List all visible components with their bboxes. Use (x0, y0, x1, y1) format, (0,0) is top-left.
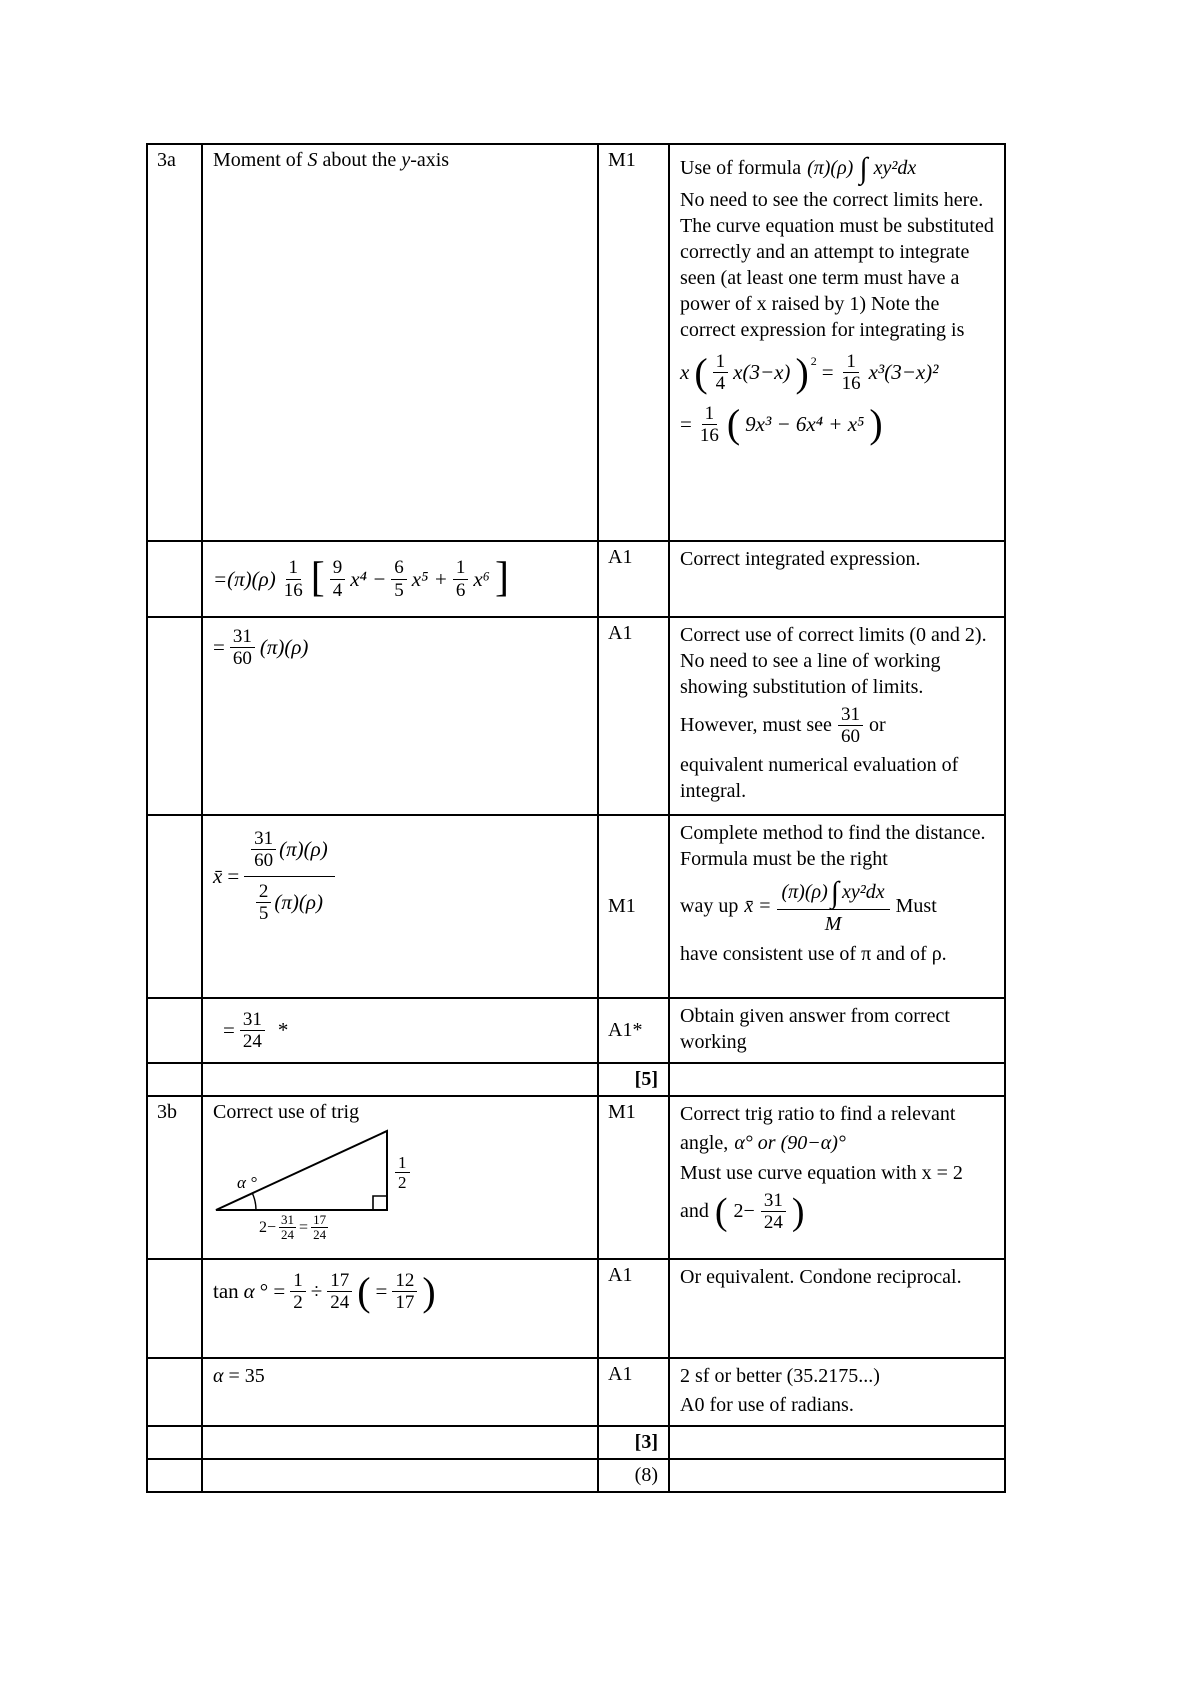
integral-sign: ∫ (859, 152, 868, 185)
cell-guidance-r4 (669, 815, 1005, 998)
cell-mark-r9 (598, 1358, 669, 1426)
cell-working-r1 (202, 144, 598, 541)
big-bracket: [ (310, 555, 325, 602)
text: Must (895, 895, 937, 917)
cell-working-r3 (202, 617, 598, 815)
var-M: M (824, 913, 842, 935)
base-label (259, 1213, 329, 1243)
guidance-paragraph: Must use curve equation with x = 2 (680, 1162, 963, 1184)
equals: = (213, 635, 225, 660)
row-subtotal-5 (147, 1063, 1005, 1096)
tan-label: tan (213, 1279, 239, 1304)
guidance-paragraph: Correct trig ratio to find a relevant (680, 1103, 956, 1125)
equals-pi-rho: =(π)(ρ) (213, 566, 276, 591)
big-paren: ( (726, 401, 741, 447)
cell-mark-r4 (598, 815, 669, 998)
integrand: xy²dx (873, 156, 917, 179)
fraction: 31 60 (838, 704, 863, 748)
cell-question-empty (147, 541, 202, 617)
fraction: $\frac{17}{24}$ (327, 1270, 352, 1314)
fraction: 2 5 (256, 881, 272, 925)
guidance-paragraph: Or equivalent. Condone reciprocal. (680, 1266, 962, 1288)
cell-mark-grand-total (598, 1459, 669, 1492)
angle-arc (252, 1193, 256, 1210)
row-a1-integrated (147, 541, 1005, 617)
cell-working-empty (202, 1459, 598, 1492)
var-S: S (307, 149, 318, 171)
fraction: $\frac{31}{24}$ (240, 1009, 265, 1053)
expr: 2− (733, 1200, 755, 1223)
working-equation (223, 1009, 591, 1053)
text: angle, (680, 1132, 729, 1154)
degree-equals: ° = (259, 1279, 286, 1304)
mark-code: M1 (608, 1101, 636, 1123)
equals: = (299, 1218, 309, 1236)
formula-line (680, 153, 998, 183)
equation-1 (680, 351, 998, 395)
fraction: 1 16 (283, 557, 303, 601)
question-number: 3b (157, 1101, 177, 1123)
cell-guidance-empty (669, 1426, 1005, 1459)
cell-mark-r2 (598, 541, 669, 617)
question-number: 3a (157, 149, 176, 171)
pi-rho: (π)(ρ) (807, 156, 854, 179)
cell-question-empty (147, 998, 202, 1063)
fraction: $\frac{6}{5}$ (391, 557, 407, 601)
expr: x⁵ + (411, 566, 448, 591)
big-paren: ( (714, 1190, 728, 1233)
row-3b-m1 (147, 1096, 1005, 1259)
cell-working-r2 (202, 541, 598, 617)
fraction: $\frac{1}{16}$ (841, 351, 861, 395)
cell-question-3a (147, 144, 202, 541)
fraction: $\frac{1}{2}$ (290, 1270, 306, 1314)
cell-working-r5 (202, 998, 598, 1063)
guidance-paragraph: Correct integrated expression. (680, 548, 921, 570)
fraction: $\frac{1}{6}$ (453, 557, 469, 601)
cell-guidance-r9 (669, 1358, 1005, 1426)
big-paren: ) (869, 401, 883, 447)
cell-guidance-r7 (669, 1096, 1005, 1259)
working-equation (213, 626, 591, 670)
working-equation (213, 826, 591, 926)
cell-question-3b (147, 1096, 202, 1259)
cell-mark-r5 (598, 998, 669, 1063)
cell-question-empty (147, 1063, 202, 1096)
equals: = (821, 360, 834, 385)
cell-guidance-r5 (669, 998, 1005, 1063)
mark-code: M1 (608, 149, 636, 171)
guidance-bracket-line (680, 1190, 998, 1234)
working-title: Correct use of trig (213, 1101, 360, 1123)
cell-guidance-r2 (669, 541, 1005, 617)
subtotal-marks: [5] (634, 1068, 658, 1090)
working-equation (213, 1270, 591, 1314)
integrand: xy²dx (841, 880, 885, 903)
guidance-fraction-line (680, 704, 998, 748)
big-paren: ) (422, 1268, 436, 1314)
var-alpha: α (243, 1279, 255, 1304)
denominator (820, 910, 847, 937)
var-x: x (680, 360, 690, 385)
numerator (244, 826, 335, 877)
mark-code: A1 (608, 622, 633, 644)
cell-working-r4 (202, 815, 598, 998)
mark-code: M1 (608, 895, 636, 917)
row-subtotal-3 (147, 1426, 1005, 1459)
cell-guidance-r8 (669, 1259, 1005, 1358)
var-xbar: x̄ (744, 895, 754, 917)
cell-mark-total-a (598, 1063, 669, 1096)
big-bracket: ] (494, 555, 509, 602)
superscript-2: 2 (810, 354, 817, 368)
angle-expression: α° or (90−α)° (734, 1132, 846, 1154)
cell-mark-total-b (598, 1426, 669, 1459)
row-a1-limits (147, 617, 1005, 815)
text: about the (317, 149, 402, 171)
cell-question-empty (147, 1259, 202, 1358)
text: However, must see (680, 714, 832, 737)
text: way up (680, 895, 739, 917)
fraction: $\frac{1}{16}$ (699, 402, 719, 446)
mark-scheme-table (146, 143, 1006, 1493)
fraction: 31 60 (251, 828, 276, 872)
cell-working-r9 (202, 1358, 598, 1426)
guidance-paragraph: Correct use of correct limits (0 and 2). No need to see a line of working showing substitution of limits. (680, 624, 987, 698)
cell-working-r7 (202, 1096, 598, 1259)
cell-working-empty (202, 1063, 598, 1096)
guidance-paragraph: A0 for use of radians. (680, 1394, 854, 1416)
cell-guidance-r3 (669, 617, 1005, 815)
text: and (680, 1200, 709, 1223)
fraction: 9 4 (330, 557, 346, 601)
expr: x⁶ (473, 566, 490, 591)
row-question-total (147, 1459, 1005, 1492)
working-equation (213, 557, 591, 601)
guidance-paragraph: 2 sf or better (35.2175...) (680, 1365, 880, 1387)
guidance-paragraph: have consistent use of π and of ρ. (680, 943, 947, 965)
cell-question-empty (147, 617, 202, 815)
row-a1star (147, 998, 1005, 1063)
text: -axis (410, 149, 450, 171)
fraction: $\frac{17}{24}$ (313, 1212, 327, 1243)
guidance-paragraph: No need to see the correct limits here. The curve equation must be substituted correctly and an attempt to integrate seen (at least one term must have a power of x raised by 1) Note the correct expression for integrating is (680, 189, 994, 341)
guidance-paragraph: Obtain given answer from correct working (680, 1005, 950, 1053)
cell-mark-r8 (598, 1259, 669, 1358)
row-a1-tan (147, 1259, 1005, 1358)
denominator (249, 877, 330, 927)
subtotal-marks: [3] (634, 1431, 658, 1453)
equals: = (223, 1018, 235, 1042)
cell-question-empty (147, 1459, 202, 1492)
guidance-paragraph: Complete method to find the distance. Formula must be the right (680, 822, 986, 870)
cell-guidance-empty (669, 1063, 1005, 1096)
fraction: 1 4 (713, 351, 729, 395)
fraction: $\frac{31}{24}$ (761, 1190, 786, 1234)
pi-rho: (π)(ρ) (781, 880, 828, 903)
numerator (777, 876, 890, 910)
cell-working-r8 (202, 1259, 598, 1358)
value: = 35 (223, 1365, 265, 1387)
fraction: $\frac{31}{24}$ (281, 1212, 295, 1243)
cell-guidance-r1 (669, 144, 1005, 541)
integral-sign: ∫ (830, 876, 839, 909)
var-xbar: x̄ (213, 863, 223, 888)
cell-guidance-empty (669, 1459, 1005, 1492)
big-fraction (777, 876, 890, 937)
big-paren: ( (357, 1268, 371, 1314)
guidance-paragraph: equivalent numerical evaluation of integral. (680, 753, 959, 802)
cell-mark-r3 (598, 617, 669, 815)
cell-question-empty (147, 815, 202, 998)
pi-rho: (π)(ρ) (274, 889, 323, 914)
cell-mark-r7 (598, 1096, 669, 1259)
right-angle-mark (373, 1196, 387, 1210)
working-text (213, 1365, 591, 1388)
var-y: y (401, 149, 411, 171)
guidance-angle-line (680, 1131, 998, 1156)
equals: = (227, 863, 240, 888)
text: or (868, 714, 886, 737)
equals: = (759, 895, 771, 917)
fraction: $\frac{12}{17}$ (392, 1270, 417, 1314)
expr: x⁴ − (350, 566, 387, 591)
equals: = (375, 1279, 388, 1304)
working-text (213, 149, 449, 171)
big-paren: ( (694, 349, 708, 395)
expr: 9x³ − 6x⁴ + x⁵ (745, 411, 865, 436)
text: 2− (259, 1218, 277, 1236)
expr: x(3−x) (733, 360, 791, 385)
cell-question-empty (147, 1426, 202, 1459)
side-label-half: $\frac{1}{2}$ (395, 1151, 410, 1192)
cell-mark-r1 (598, 144, 669, 541)
triangle-figure (203, 1097, 597, 1253)
pi-rho: (π)(ρ) (279, 837, 328, 862)
given-answer-star: * (277, 1018, 289, 1042)
mark-code: A1 (608, 1363, 633, 1385)
mark-code: A1 (608, 546, 633, 568)
fraction: $\frac{31}{60}$ (230, 626, 255, 670)
row-a1-answer (147, 1358, 1005, 1426)
equals: = (680, 411, 692, 436)
mark-code: A1 (608, 1264, 633, 1286)
expr: x³(3−x)² (868, 360, 939, 385)
var-alpha: α (213, 1365, 224, 1387)
cell-question-empty (147, 1358, 202, 1426)
question-total-marks: (8) (634, 1464, 658, 1486)
text: Moment of (213, 149, 308, 171)
divide-sign: ÷ (310, 1279, 323, 1304)
equation-2 (680, 403, 998, 447)
angle-label: α ° (237, 1173, 257, 1192)
cell-working-empty (202, 1426, 598, 1459)
row-3a-m1 (147, 144, 1005, 541)
triangle-outline (216, 1131, 387, 1210)
big-paren: ) (795, 349, 809, 395)
row-m1-xbar (147, 815, 1005, 998)
big-fraction (244, 826, 335, 926)
pi-rho: (π)(ρ) (259, 635, 309, 660)
text: Use of formula (680, 156, 802, 179)
mark-code: A1* (608, 1019, 643, 1041)
big-paren: ) (791, 1190, 805, 1233)
guidance-formula-line (680, 876, 998, 937)
